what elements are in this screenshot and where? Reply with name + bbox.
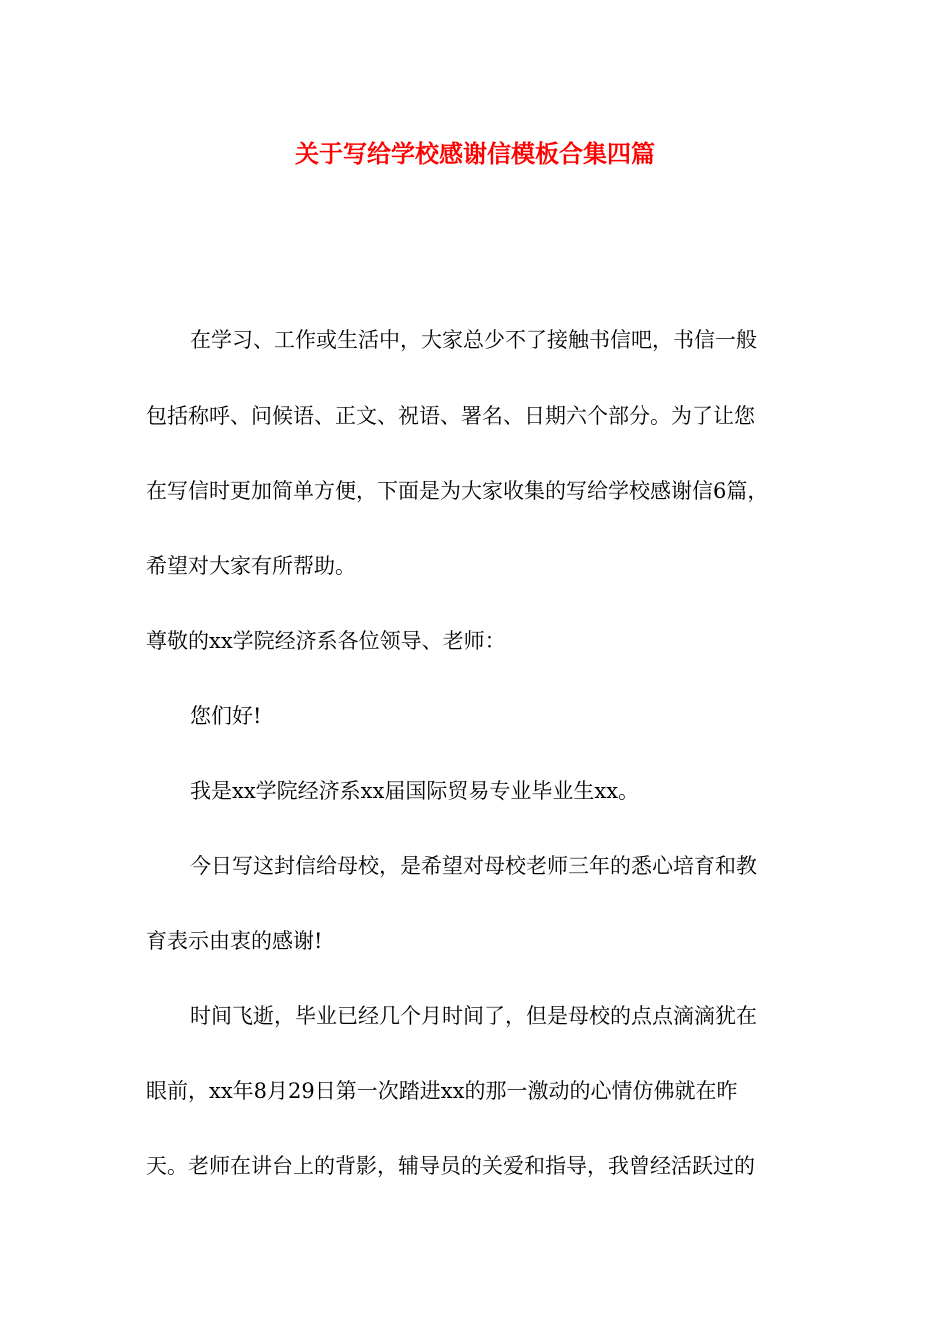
line-text: 包括称呼、问候语、正文、祝语、署名、日期六个部分。为了让您 [146, 404, 755, 428]
line-text: 在写信时更加简单方便，下面是为大家收集的写给学校感谢信6篇， [146, 479, 769, 503]
line-text: 您们好! [190, 704, 262, 728]
line-text: 希望对大家有所帮助。 [146, 554, 356, 578]
line-text: 天。老师在讲台上的背影，辅导员的关爱和指导，我曾经活跃过的 [146, 1154, 755, 1178]
line-text: 今日写这封信给母校，是希望对母校老师三年的悉心培育和教 [190, 854, 757, 878]
document-title: 关于写给学校感谢信模板合集四篇 [295, 139, 655, 168]
line-text: 尊敬的xx学院经济系各位领导、老师： [146, 629, 506, 653]
line-text: 我是xx学院经济系xx届国际贸易专业毕业生xx。 [190, 779, 640, 803]
line-text: 育表示由衷的感谢! [146, 929, 323, 953]
line-text: 眼前，xx年8月29日第一次踏进xx的那一激动的心情仿佛就在昨 [146, 1079, 738, 1103]
line-text: 在学习、工作或生活中，大家总少不了接触书信吧，书信一般 [190, 328, 757, 352]
line-text: 时间飞逝，毕业已经几个月时间了，但是母校的点点滴滴犹在 [190, 1004, 757, 1028]
